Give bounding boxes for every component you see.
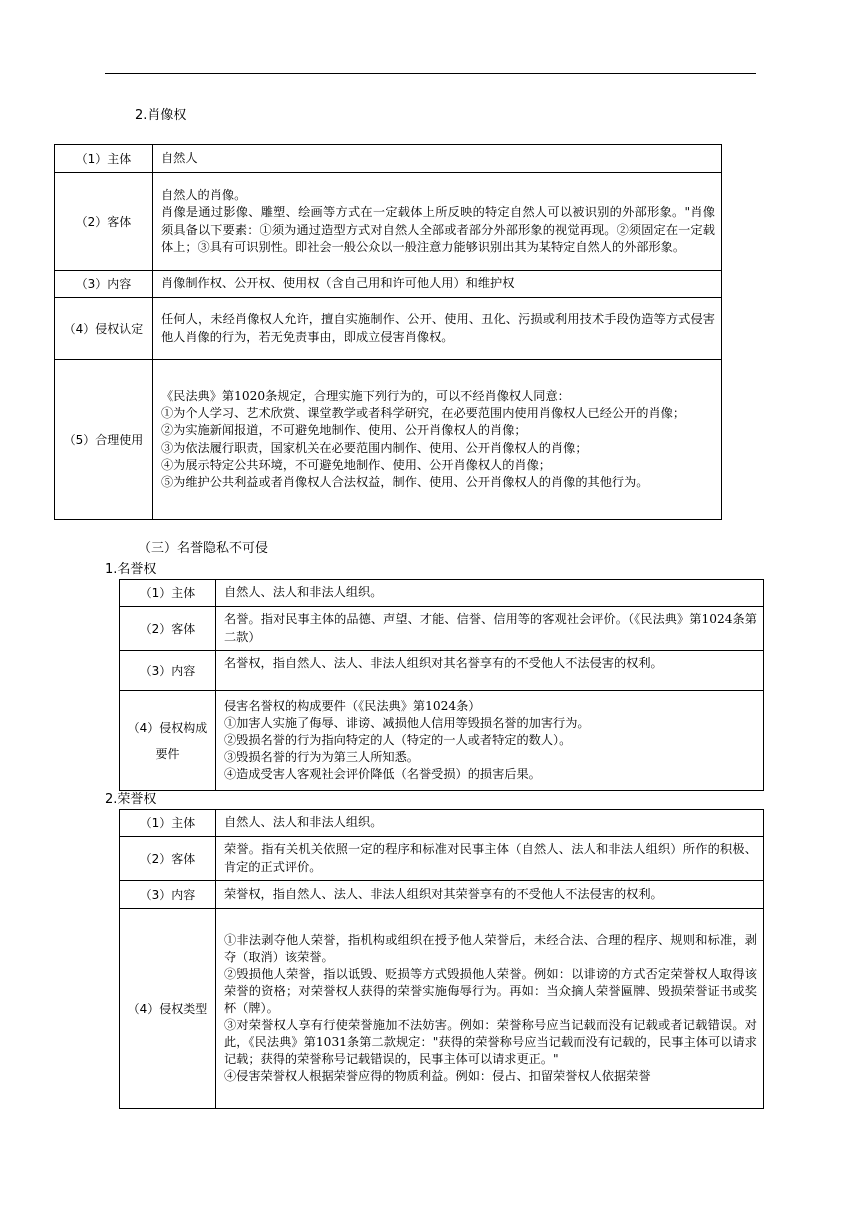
table-row — [120, 909, 764, 1109]
table-row — [120, 881, 764, 909]
content-line: ③毁损名誉的行为为第三人所知悉。 — [224, 750, 419, 765]
row-content — [216, 909, 764, 1109]
row-label: （4）侵权构成要件 — [120, 691, 216, 791]
row-label: （3）内容 — [120, 881, 216, 909]
table-row — [120, 837, 764, 881]
row-content — [216, 837, 764, 881]
content-line: 侵害名誉权的构成要件（《民法典》第1024条） — [224, 698, 481, 713]
header-rule — [105, 73, 756, 74]
row-label: （2）客体 — [55, 173, 153, 271]
row-content — [216, 580, 764, 607]
content-line: 荣誉权，指自然人、法人、非法人组织对其荣誉享有的不受他人不法侵害的权利。 — [224, 886, 663, 901]
table-row — [55, 298, 722, 360]
content-line: ②为实施新闻报道，不可避免地制作、使用、公开肖像权人的肖像； — [161, 423, 527, 438]
content-line: ③为依法履行职责，国家机关在必要范围内制作、使用、公开肖像权人的肖像； — [161, 440, 588, 455]
content-line: ①加害人实施了侮辱、诽谤、减损他人信用等毁损名誉的加害行为。 — [224, 715, 590, 730]
content-line: 肖像是通过影像、雕塑、绘画等方式在一定载体上所反映的特定自然人可以被识别的外部形象。"肖像须具备以下要素：①须为通过造型方式对自然人全部或者部分外部形象的视觉再现。②须固定在一定载体上；③具有可识别性。即社会一般公众以一般注意力能够识别出其为某特定自然人的外部形象。 — [161, 205, 715, 254]
row-content — [153, 360, 722, 520]
content-line: 自然人的肖像。 — [161, 188, 247, 203]
table-row — [55, 360, 722, 520]
content-line: ④造成受害人客观社会评价降低（名誉受损）的损害后果。 — [224, 767, 541, 782]
row-content — [216, 881, 764, 909]
table-row — [120, 651, 764, 691]
section-heading-honor: 2.荣誉权 — [105, 792, 157, 807]
table-row — [55, 173, 722, 271]
content-line: ①为个人学习、艺术欣赏、课堂教学或者科学研究，在必要范围内使用肖像权人已经公开的肖像； — [161, 406, 686, 421]
row-label: （2）客体 — [120, 837, 216, 881]
reputation-right-table — [119, 579, 764, 791]
portrait-right-table — [54, 144, 722, 520]
content-line: 自然人 — [161, 150, 198, 165]
row-content — [216, 810, 764, 837]
content-line: ②毁损他人荣誉，指以诋毁、贬损等方式毁损他人荣誉。例如：以诽谤的方式否定荣誉权人取得该荣誉的资格；对荣誉权人获得的荣誉实施侮辱行为。再如：当众摘人荣誉匾牌、毁损荣誉证书或奖杯（牌）。 — [224, 966, 757, 1015]
table-row — [120, 810, 764, 837]
row-label: （2）客体 — [120, 607, 216, 651]
content-line: 自然人、法人和非法人组织。 — [224, 815, 383, 830]
row-content — [153, 271, 722, 298]
row-content — [216, 691, 764, 791]
honor-right-table — [119, 809, 764, 1109]
content-line: 名誉权，指自然人、法人、非法人组织对其名誉享有的不受他人不法侵害的权利。 — [224, 656, 663, 670]
row-label: （1）主体 — [120, 810, 216, 837]
content-line: ④为展示特定公共环境，不可避免地制作、使用、公开肖像权人的肖像； — [161, 457, 551, 472]
section-heading-reputation: 1.名誉权 — [105, 562, 157, 577]
content-line: 荣誉。指有关机关依照一定的程序和标准对民事主体（自然人、法人和非法人组织）所作的积极、肯定的正式评价。 — [224, 842, 757, 874]
content-line: ①非法剥夺他人荣誉，指机构或组织在授予他人荣誉后，未经合法、合理的程序、规则和标准，剥夺（取消）该荣誉。 — [224, 932, 757, 964]
row-label: （5）合理使用 — [55, 360, 153, 520]
table-row — [120, 580, 764, 607]
row-content — [216, 607, 764, 651]
row-label: （1）主体 — [120, 580, 216, 607]
content-line: 肖像制作权、公开权、使用权（含自己用和许可他人用）和维护权 — [161, 276, 515, 291]
section-heading-reputation-privacy: （三）名誉隐私不可侵 — [138, 541, 269, 556]
row-label: （3）内容 — [55, 271, 153, 298]
table-row — [120, 607, 764, 651]
row-content — [216, 651, 764, 691]
content-line: 名誉。指对民事主体的品德、声望、才能、信誉、信用等的客观社会评价。（《民法典》第1024条第二款） — [224, 612, 757, 644]
content-line: ⑤为维护公共利益或者肖像权人合法权益，制作、使用、公开肖像权人的肖像的其他行为。 — [161, 474, 649, 489]
content-line: ②毁损名誉的行为指向特定的人（特定的一人或者特定的数人）。 — [224, 732, 572, 747]
table-row — [55, 145, 722, 173]
row-label: （4）侵权认定 — [55, 298, 153, 360]
row-label: （1）主体 — [55, 145, 153, 173]
section-heading-portrait: 2.肖像权 — [135, 108, 187, 123]
row-content — [153, 298, 722, 360]
row-content — [153, 173, 722, 271]
row-content — [153, 145, 722, 173]
content-line: 任何人，未经肖像权人允许，擅自实施制作、公开、使用、丑化、污损或利用技术手段伪造等方式侵害他人肖像的行为，若无免责事由，即成立侵害肖像权。 — [161, 312, 715, 344]
content-line: 《民法典》第1020条规定，合理实施下列行为的，可以不经肖像权人同意： — [161, 389, 570, 404]
table-row — [120, 691, 764, 791]
content-line: 自然人、法人和非法人组织。 — [224, 585, 383, 600]
content-line: ③对荣誉权人享有行使荣誉施加不法妨害。例如：荣誉称号应当记载而没有记载或者记载错误。对此，《民法典》第1031条第二款规定："获得的荣誉称号应当记载而没有记载的，民事主体可以请求记载；获得的荣誉称号记载错误的，民事主体可以请求更正。" — [224, 1018, 757, 1067]
content-line: ④侵害荣誉权人根据荣誉应得的物质利益。例如：侵占、扣留荣誉权人依据荣誉 — [224, 1069, 651, 1084]
row-label: （3）内容 — [120, 651, 216, 691]
row-label: （4）侵权类型 — [120, 909, 216, 1109]
table-row — [55, 271, 722, 298]
